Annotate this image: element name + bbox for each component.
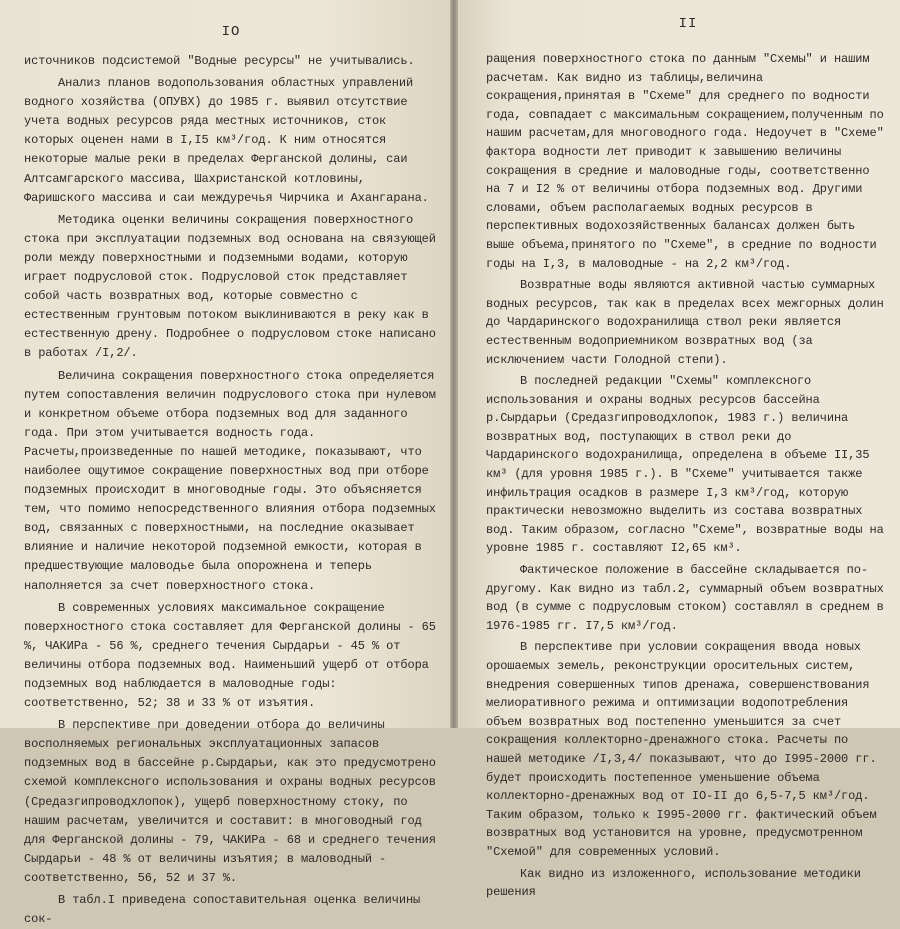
paragraph: В табл.I приведена сопоставительная оценка величины сок- xyxy=(24,893,421,927)
left-page xyxy=(0,0,450,927)
paragraph: ращения поверхностного стока по данным "Схемы" и нашим расчетам. Как видно из таблицы,величина сокращения,принятая в "Схеме" для среднего по водности года, совпадает с максимальным сокращением,полученным по нашим расчетам,для многоводного года. Недоучет в "Схеме" фактора водности лет приводит к завышению величины сокращения в средние и маловодные годы, соответственно на 7 и I2 % от величины отбора подземных вод. Другими словами, объем располагаемых водных ресурсов в перспективных водохозяйственных балансах должен быть выше объема,принятого по "Схеме", в средние по водности годы на I,3, в маловодные - на 2,2 км³/год. xyxy=(486,52,884,271)
book-gutter xyxy=(450,0,458,728)
paragraph: В перспективе при доведении отбора до величины восполняемых региональных эксплуатационных запасов подземных вод в бассейне р.Сырдарьи, как это предусмотрено схемой комплексного использования и охраны водных ресурсов (Средазгипроводхлопок), ущерб поверхностному стоку, по нашим расчетам, увеличится и составит: в многоводный год для Ферганской долины - 79, ЧАКИРа - 68 и среднего течения Сырдарьи - 48 % от величины изъятия; в маловодный - соответственно, 56, 52 и 37 %. xyxy=(24,718,436,885)
paragraph: Методика оценки величины сокращения поверхностного стока при эксплуатации подземных вод основана на связующей роли между поверхностными и подземными водами, которую играет подрусловой сток. Подрусловой сток представляет собой часть возвратных вод, которые совместно с естественным грунтовым потоком выклиниваются в реку как в естественную дрену. Подробнее о подрусловом стоке написано в работах /I,2/. xyxy=(24,212,436,361)
left-page-body xyxy=(24,52,438,929)
right-page-body xyxy=(486,50,890,902)
paragraph: В перспективе при условии сокращения ввода новых орошаемых земель, реконструкции оросительных систем, внедрения совершенных типов дренажа, совершенствования мелиоративного режима и оптимизации водопотребления объем возвратных вод постепенно уменьшится за счет сокращения коллекторно-дренажного стока. Расчеты по нашей методике /I,3,4/ показывают, что до I995-2000 гг. будет происходить постепенное уменьшение объема коллекторно-дренажных вод от IO-II до 6,5-7,5 км³/год. Таким образом, только к I995-2000 гг. фактический объем возвратных вод установится на уровне, предусмотренном "Схемой" для современных условий. xyxy=(486,640,877,859)
right-page-number: II xyxy=(678,16,698,32)
left-page-number: IO xyxy=(221,24,241,40)
paragraph: В современных условиях максимальное сокращение поверхностного стока составляет для Ферганской долины - 65 %, ЧАКИРа - 56 %, среднего течения Сырдарьи - 45 % от величины отбора подземных вод. Наименьший ущерб от отбора подземных вод наблюдается в маловодные годы: соответственно, 52; 38 и 33 % от изъятия. xyxy=(24,600,436,711)
paragraph: Как видно из изложенного, использование методики решения xyxy=(486,866,861,900)
paragraph: Величина сокращения поверхностного стока определяется путем сопоставления величин подруслового стока при нулевом и конкретном объеме отбора подземных вод для заданного года. При этом учитывается водность года. Расчеты,произведенные по нашей методике, показывают, что наиболее ощутимое сокращение поверхностных вод при отборе подземных происходит в многоводные годы. Это объясняется тем, что помимо непосредственного влияния отбора подземных вод, связанных с поверхностными, на последние оказывает влияние и наличие некоторой подземной емкости, которая в предшествующие маловодье была опорожнена и теперь наполняется за счет поверхностного стока. xyxy=(24,368,436,593)
paragraph: Фактическое положение в бассейне складывается по-другому. Как видно из табл.2, суммарный объем возвратных вод (в сумме с подрусловым стоком) составлял в среднем в 1976-1985 гг. I7,5 км³/год. xyxy=(486,563,884,633)
paragraph: источников подсистемой "Водные ресурсы" не учитывались. xyxy=(24,54,415,68)
right-page xyxy=(458,0,900,900)
paragraph: Анализ планов водопользования областных управлений водного хозяйства (ОПУВХ) до 1985 г. выявил отсутствие учета водных ресурсов ряда местных источников, сток которых оценен нами в I,I5 км³/год. К ним относятся некоторые малые реки в пределах Ферганской долины, саи Алтсамгарского массива, Шахристанской котловины, Фаришского массива и саи междуречья Чирчика и Ахангарана. xyxy=(24,76,429,205)
paragraph: В последней редакции "Схемы" комплексного использования и охраны водных ресурсов бассейна р.Сырдарьи (Средазгипроводхлопок, 1983 г.) величина возвратных вод, поступающих в ствол реки до Чардаринского водохранилища, определена в объеме II,35 км³ (для уровня 1985 г.). В "Схеме" учитывается также инфильтрация осадков в размере I,3 км³/год, которую практически невозможно выделить из состава возвратных вод. Таким образом, согласно "Схеме", возвратные воды на уровне 1985 г. составляют I2,65 км³. xyxy=(486,374,884,556)
paragraph: Возвратные воды являются активной частью суммарных водных ресурсов, так как в пределах всех межгорных долин до Чардаринского водохранилища ствол реки является естественным водоприемником возвратных вод (за исключением части Голодной степи). xyxy=(486,278,884,367)
